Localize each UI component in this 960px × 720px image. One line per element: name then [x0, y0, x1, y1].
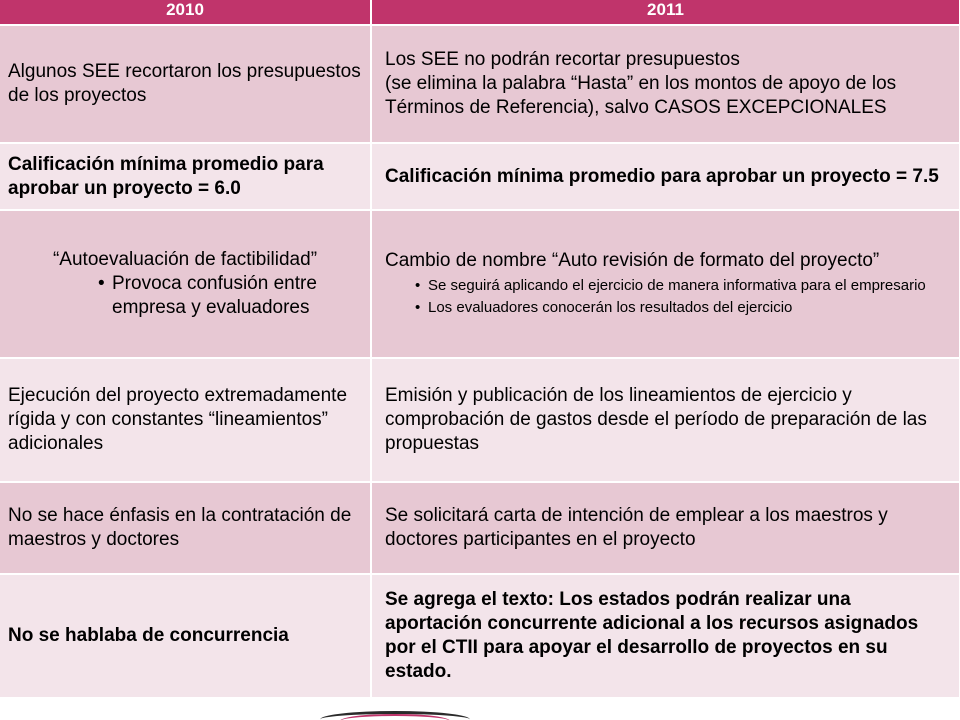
row3-right-text: Cambio de nombre “Auto revisión de formato del proyecto”	[385, 250, 880, 271]
row2-right-cell: Calificación mínima promedio para aprobar un proyecto = 7.5	[371, 143, 960, 210]
row4-left-cell: Ejecución del proyecto extremadamente rígida y con constantes “lineamientos” adicionales	[0, 358, 371, 482]
row1-right-cell	[371, 25, 960, 143]
table-row	[0, 482, 960, 574]
header-2011: 2011	[371, 0, 960, 25]
row6-right-cell: Se agrega el texto: Los estados podrán realizar una aportación concurrente adicional a los recursos asignados por el CTII para apoyar el desarrollo de proyectos en su estado.	[371, 574, 960, 698]
row4-right-cell: Emisión y publicación de los lineamientos de ejercicio y comprobación de gastos desde el período de preparación de las propuestas	[371, 358, 960, 482]
table-row	[0, 574, 960, 698]
list-item: • Los evaluadores conocerán los resultados del ejercicio	[415, 297, 953, 319]
row2-left-cell: Calificación mínima promedio para aprobar un proyecto = 6.0	[0, 143, 371, 210]
table-row	[0, 143, 960, 210]
list-item: • Se seguirá aplicando el ejercicio de manera informativa para el empresario	[415, 275, 953, 297]
row1-right-line-1: Los SEE no podrán recortar presupuestos	[385, 49, 740, 70]
row3-left-cell	[0, 210, 371, 358]
row5-left-cell: No se hace énfasis en la contratación de maestros y doctores	[0, 482, 371, 574]
table-row	[0, 210, 960, 358]
table-row	[0, 25, 960, 143]
row1-left-cell: Algunos SEE recortaron los presupuestos de los proyectos	[0, 25, 371, 143]
row3-right-cell	[371, 210, 960, 358]
header-2010: 2010	[0, 0, 371, 25]
row3-left-bullets	[8, 272, 362, 320]
footer-decoration	[0, 710, 960, 720]
list-item: • Provoca confusión entre empresa y evaluadores	[98, 272, 362, 320]
row3-left-text: “Autoevaluación de factibilidad”	[52, 249, 318, 270]
table-header-row	[0, 0, 960, 25]
row1-right-line-2: (se elimina la palabra “Hasta” en los montos de apoyo de los Términos de Referencia), salvo CASOS EXCEPCIONALES	[385, 73, 897, 118]
row5-right-cell: Se solicitará carta de intención de emplear a los maestros y doctores participantes en el proyecto	[371, 482, 960, 574]
row6-left-cell: No se hablaba de concurrencia	[0, 574, 371, 698]
row3-right-bullets	[385, 275, 953, 319]
table-row	[0, 358, 960, 482]
